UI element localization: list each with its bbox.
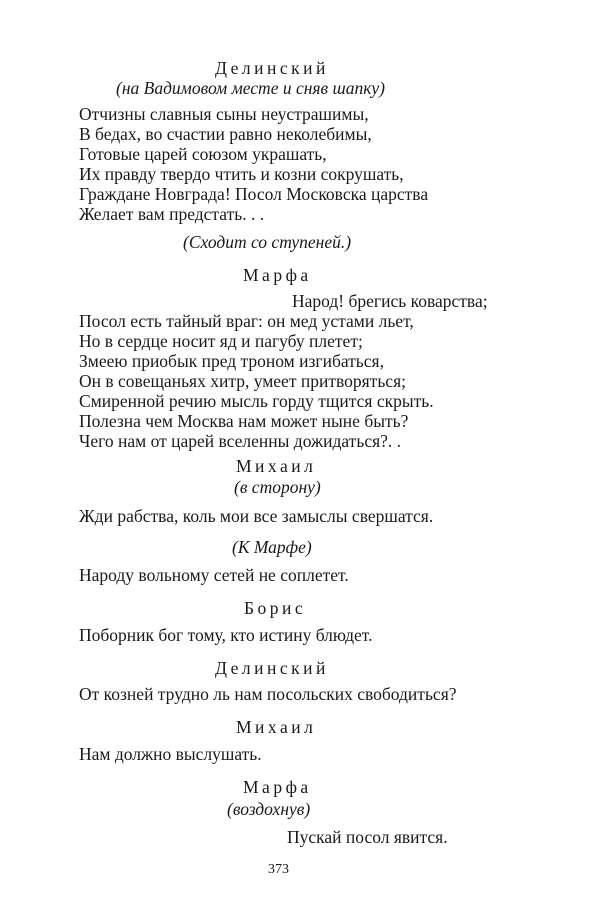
verse-line: Отчизны славныя сыны неустрашимы, — [79, 104, 369, 124]
stage-direction: (в сторону) — [234, 477, 321, 497]
verse-line: Граждане Новграда! Посол Московска царства — [79, 184, 429, 204]
stage-direction: (Сходит со ступеней.) — [183, 232, 352, 252]
stage-direction: (на Вадимовом месте и сняв шапку) — [116, 78, 386, 98]
speaker-name: Марфа — [243, 265, 312, 285]
speaker-name: Марфа — [243, 777, 312, 797]
stage-direction: (К Марфе) — [232, 537, 312, 557]
verse-line: Змеею приобык пред троном изгибаться, — [79, 351, 384, 371]
verse-line: Поборник бог тому, кто истину блюдет. — [79, 625, 373, 645]
verse-line: От козней трудно ль нам посольских свободиться? — [79, 684, 457, 704]
verse-line: Народу вольному сетей не соплетет. — [79, 565, 349, 585]
speaker-name: Борис — [244, 598, 307, 618]
verse-line: Он в совещаньях хитр, умеет притворяться; — [79, 371, 406, 391]
speaker-name: Михаил — [236, 456, 317, 476]
verse-line: Посол есть тайный враг: он мед устами льет, — [79, 311, 414, 331]
speaker-name: Делинский — [215, 658, 329, 678]
verse-line: Их правду твердо чтить и козни сокрушать, — [79, 164, 404, 184]
speaker-name: Михаил — [236, 717, 317, 737]
verse-line: Чего нам от царей вселенны дожидаться?. . — [79, 431, 402, 451]
verse-line: Нам должно выслушать. — [79, 744, 262, 764]
verse-line-indented: Народ! брегись коварства; — [292, 291, 488, 311]
page-number: 373 — [268, 862, 289, 877]
verse-line: Жди рабства, коль мои все замыслы свершатся. — [79, 506, 434, 526]
stage-direction: (воздохнув) — [227, 799, 311, 819]
verse-line: Желает вам предстать. . . — [79, 204, 265, 224]
speaker-name: Делинский — [215, 58, 329, 78]
verse-line: В бедах, во счастии равно неколебимы, — [79, 124, 372, 144]
verse-line: Смиренной речию мысль горду тщится скрыть. — [79, 391, 434, 411]
verse-line: Но в сердце носит яд и пагубу плетет; — [79, 331, 363, 351]
verse-line: Готовые царей союзом украшать, — [79, 144, 327, 164]
verse-line-indented: Пускай посол явится. — [287, 827, 448, 847]
verse-line: Полезна чем Москва нам может ныне быть? — [79, 411, 409, 431]
